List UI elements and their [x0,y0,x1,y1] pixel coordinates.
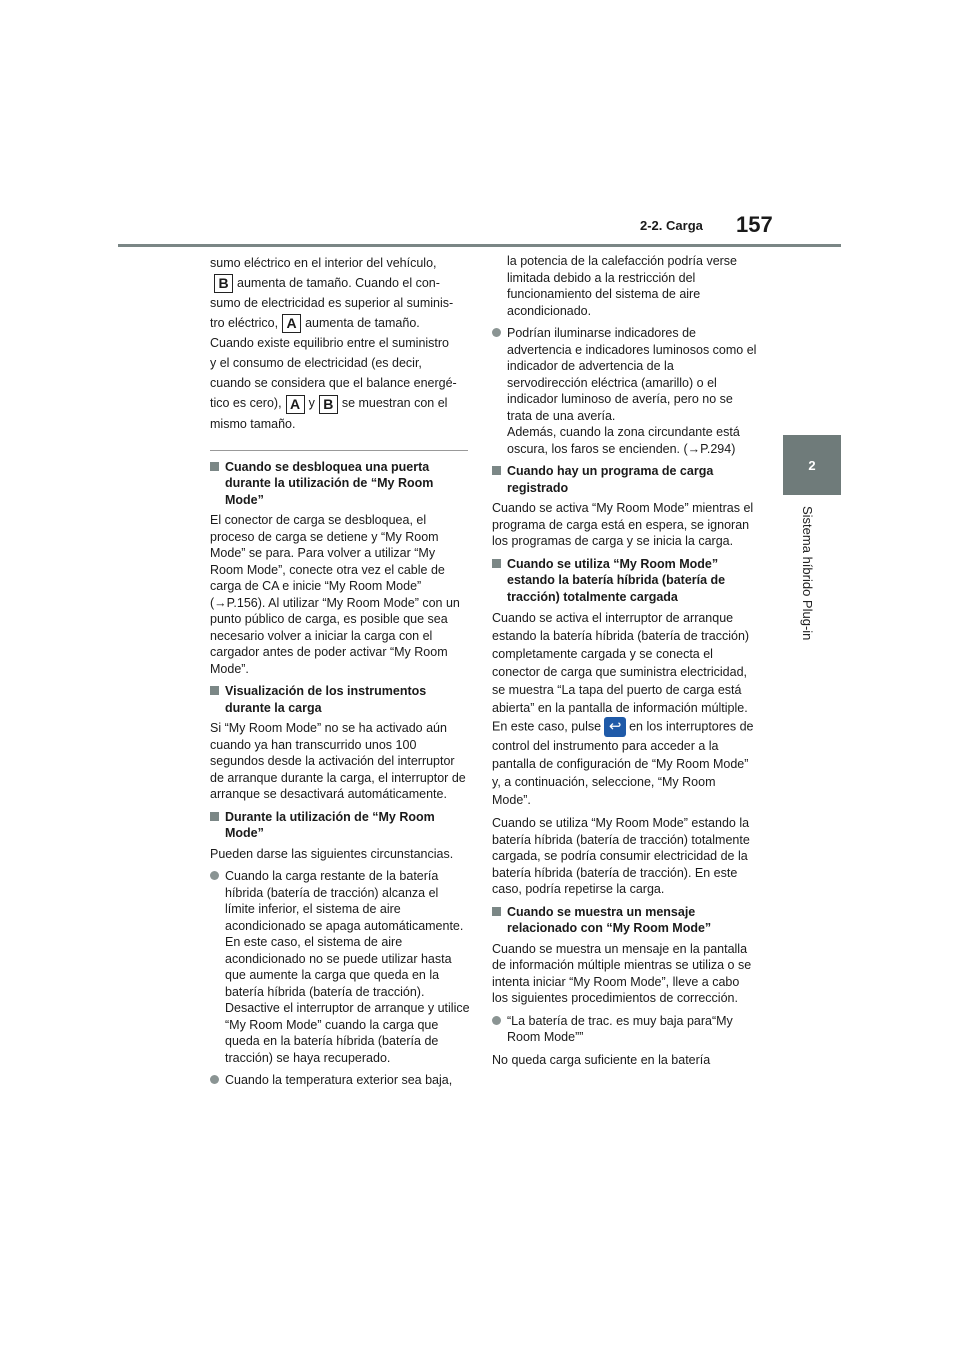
list-item-text: “La batería de trac. es muy baja para“My Room Mode”” [507,1013,733,1044]
intro-line: cuando se considera que el balance energé- [210,376,457,391]
list-item-text: Además, cuando la zona circundante está oscura, los faros se encienden. (→P.294) [507,425,740,456]
list-item-text: Cuando la temperatura exterior sea baja, [225,1073,453,1088]
intro-line [210,313,470,333]
list-item [210,868,470,1066]
label-b-box: B [214,274,233,293]
intro-block [210,253,470,434]
intro-line: y el consumo de electricidad (es decir, [210,356,422,371]
label-a-box: A [286,395,305,414]
section-title: 2-2. Carga [640,218,703,233]
round-bullet-icon [492,1016,501,1025]
list-item [492,325,757,457]
paragraph: Pueden darse las siguientes circunstancias. [210,846,454,861]
intro-line: sumo eléctrico en el interior del vehículo, [210,256,437,270]
intro-text: aumenta de tamaño. Cuando el con- [237,276,440,290]
intro-line [210,393,470,413]
paragraph [492,609,757,809]
heading-text: Cuando se utiliza “My Room Mode” estando la batería híbrida (batería de tracción) totalmente cargada [507,556,726,604]
square-bullet-icon [210,812,219,821]
list-item-text: Cuando la carga restante de la batería híbrida (batería de tracción) alcanza el límite inferior, el sistema de aire acondicionado se apaga automáticamente. [225,869,464,933]
page-number: 157 [736,212,773,237]
intro-text: aumenta de tamaño. [305,316,420,331]
round-bullet-icon [210,1075,219,1084]
return-button-icon: ↩ [604,717,626,737]
square-bullet-icon [492,907,501,916]
square-bullet-icon [210,686,219,695]
list-item-text: En este caso, el sistema de aire acondicionado no se puede utilizar hasta que aumente la carga que queda en la batería híbrida (batería de tracción). Desactive el interruptor de arranque y utilice “My Room Mode” cuando la carga que queda en la batería híbrida (batería de tracción) se haya recuperado. [225,935,470,1065]
square-bullet-icon [492,466,501,475]
intro-line: mismo tamaño. [210,416,296,431]
label-b-box: B [319,395,338,414]
list-item [492,1013,757,1046]
intro-text: tico es cero), [210,396,282,411]
label-a-box: A [282,314,301,333]
paragraph: Cuando se muestra un mensaje en la pantalla de información múltiple mientras se utiliza o se intenta iniciar “My Room Mode”, lleve a cabo los siguientes procedimientos de corrección. [492,941,752,1005]
header-rule [118,244,841,247]
intro-line [210,273,470,293]
chapter-label: Sistema híbrido Plug-in [800,506,815,641]
paragraph: Si “My Room Mode” no se ha activado aún cuando ya han transcurrido unos 100 segundos desde la activación del interruptor de arranque durante la carga, el interruptor de arranque se desactivará automáticamente. [210,721,466,802]
right-column [492,253,757,1074]
paragraph: El conector de carga se desbloquea, el proceso de carga se detiene y “My Room Mode” se para. Para volver a utilizar “My Room Mode”, conecte otra vez el cable de carga de CA e inicie “My Room Mode” (→P.156). Al utilizar “My Room Mode” con un punto público de carga, es posible que sea necesario volver a iniciar la carga con el cargador antes de poder activar “My Room Mode”. [210,513,460,676]
paragraph: Cuando se utiliza “My Room Mode” estando la batería híbrida (batería de tracción) totalmente cargada, se podría consumir electricidad de la batería híbrida (batería de tracción). En este caso, podría repetirse la carga. [492,816,750,896]
list-item-text: Podrían iluminarse indicadores de advertencia e indicadores luminosos como el indicador de advertencia de la servodirección eléctrica (amarillo) o el indicador luminoso de avería, pero no se trata de una avería. [507,326,757,423]
paragraph: No queda carga suficiente en la batería [492,1052,711,1067]
chapter-number: 2 [808,457,816,473]
heading-text: Cuando se desbloquea una puerta durante la utilización de “My Room Mode” [225,459,434,507]
round-bullet-icon [492,328,501,337]
section-heading [492,463,757,496]
list-item-continuation [492,253,757,319]
divider [210,450,468,451]
square-bullet-icon [492,559,501,568]
square-bullet-icon [210,462,219,471]
list-item [210,1072,470,1089]
paragraph-group [492,609,757,809]
section-heading [210,809,470,842]
section-heading [210,459,470,509]
section-heading [492,556,757,606]
paragraph-text: en los interruptores de control del instrumento para acceder a la pantalla de configuración de “My Room Mode” y, a continuación, seleccione, “My Room Mode”. [492,719,754,807]
left-column [210,253,470,1095]
heading-text: Durante la utilización de “My Room Mode” [225,809,435,841]
section-heading [210,683,470,716]
intro-text: tro eléctrico, [210,316,279,331]
paragraph-text: Cuando se activa el interruptor de arranque estando la batería híbrida (batería de tracción) completamente cargada y se conecta el conector de carga que suministra electricidad, se muestra “La tapa del puerto de carga está abierta” en la pantalla de información múltiple. En este caso, pulse [492,611,750,734]
intro-text: se muestran con el [341,396,448,411]
paragraph: Cuando se activa “My Room Mode” mientras el programa de carga está en espera, se ignoran los programas de carga y se inicia la carga. [492,501,754,548]
intro-line: Cuando existe equilibrio entre el suministro [210,336,450,351]
round-bullet-icon [210,871,219,880]
intro-text: y [308,396,315,411]
chapter-tab[interactable] [783,435,841,495]
intro-line: sumo de electricidad es superior al suminis- [210,296,454,311]
heading-text: Cuando se muestra un mensaje relacionado con “My Room Mode” [507,904,712,935]
heading-text: Visualización de los instrumentos durante la carga [225,684,427,715]
paragraph: la potencia de la calefacción podría verse limitada debido a la restricción del funcionamiento del sistema de aire acondicionado. [507,254,738,318]
heading-text: Cuando hay un programa de carga registrado [507,464,714,495]
section-heading [492,904,757,937]
